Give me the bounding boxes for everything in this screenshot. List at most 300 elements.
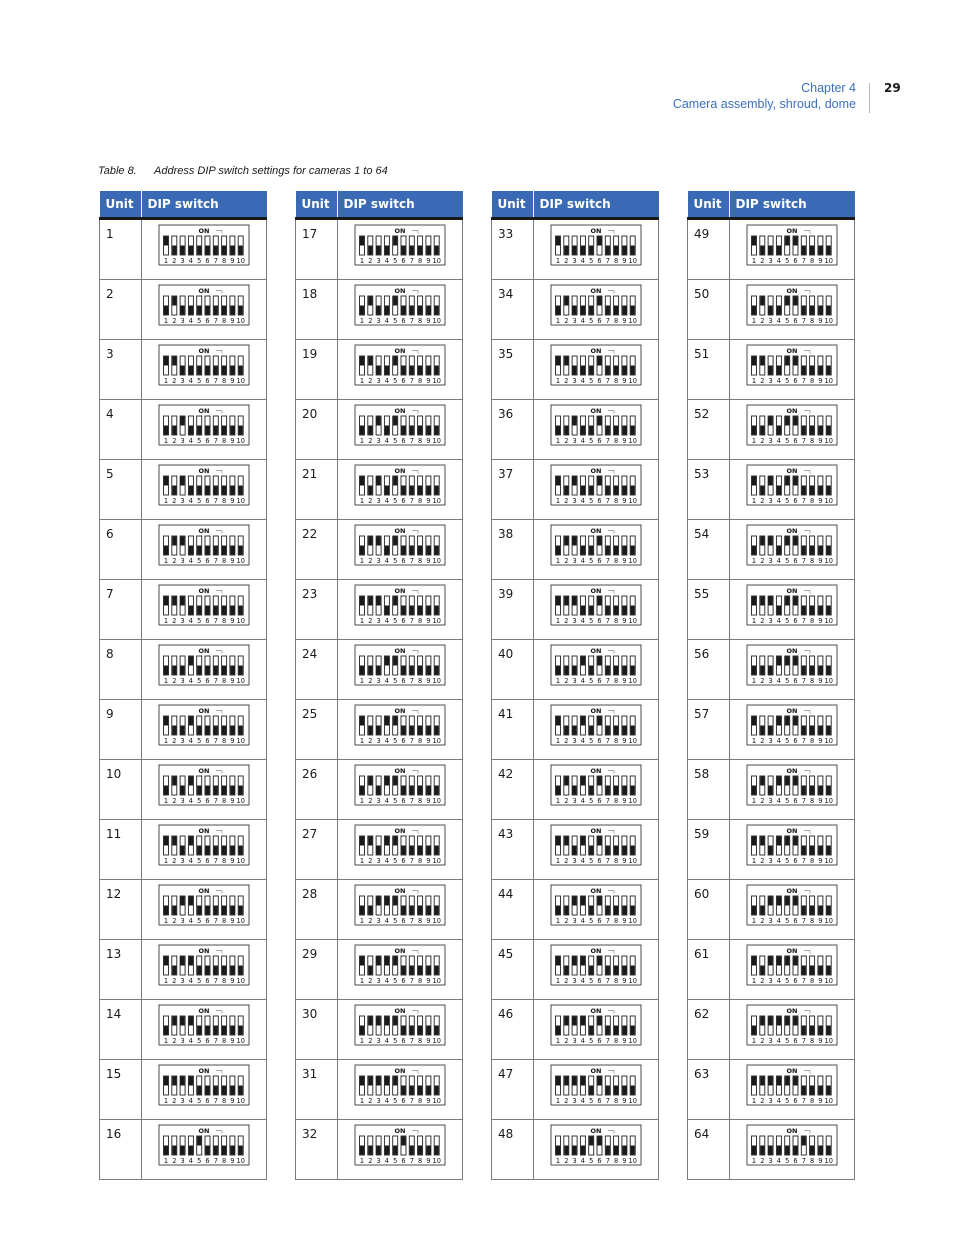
dip-switch-3-on	[768, 1016, 773, 1035]
switch-position-label: 10	[824, 917, 833, 925]
switch-position-label: 8	[221, 857, 226, 865]
dip-switch-5-off	[196, 476, 201, 495]
dip-switch-6-off	[793, 1136, 798, 1155]
unit-number: 17	[296, 219, 338, 280]
dip-switch-6-on	[793, 1016, 798, 1035]
dip-switch-3-on	[768, 476, 773, 495]
dip-switch-3-on	[376, 956, 381, 975]
switch-position-label: 2	[759, 857, 765, 865]
dip-switch-cell	[141, 340, 267, 400]
on-label: ON	[590, 1067, 602, 1075]
dip-switch-3-on	[376, 1016, 381, 1035]
switch-position-label: 6	[205, 317, 210, 325]
switch-position-label: 1	[555, 1157, 560, 1165]
dip-switch-6-off	[401, 836, 406, 855]
switch-position-label: 10	[236, 737, 245, 745]
table-row	[688, 1000, 855, 1060]
switch-position-label: 10	[628, 557, 637, 565]
dip-switch-1-on	[163, 956, 168, 975]
dip-switch-3-on	[768, 416, 773, 435]
switch-position-label: 3	[180, 977, 185, 985]
dip-switch-9-off	[230, 896, 235, 915]
dip-switch-4-on	[384, 836, 389, 855]
dip-switch-1-off	[163, 1136, 168, 1155]
switch-position-label: 5	[392, 257, 398, 265]
dip-switch-2-off	[564, 1136, 569, 1155]
switch-position-label: 7	[213, 1157, 218, 1165]
switch-position-label: 6	[401, 497, 406, 505]
switch-position-label: 3	[768, 1157, 773, 1165]
dip-switch-6-off	[205, 836, 210, 855]
switch-position-label: 2	[563, 857, 569, 865]
switch-position-label: 5	[392, 857, 398, 865]
unit-number: 5	[100, 460, 142, 520]
switch-position-label: 9	[230, 1157, 235, 1165]
switch-position-label: 5	[588, 497, 594, 505]
switch-position-label: 3	[768, 857, 773, 865]
switch-position-label: 1	[751, 257, 756, 265]
switch-position-label: 10	[432, 917, 441, 925]
switch-position-label: 7	[605, 677, 610, 685]
dip-switch-diagram	[158, 764, 250, 806]
dip-switch-4-on	[188, 776, 193, 795]
dip-switch-7-off	[409, 596, 414, 615]
switch-position-label: 1	[359, 617, 364, 625]
dip-switch-10-off	[826, 296, 831, 315]
dip-switch-10-off	[630, 956, 635, 975]
dip-switch-7-off	[213, 776, 218, 795]
switch-position-label: 9	[622, 1097, 627, 1105]
switch-position-label: 2	[367, 1097, 373, 1105]
dip-switch-5-off	[588, 896, 593, 915]
dip-switch-1-off	[751, 1016, 756, 1035]
switch-position-label: 6	[793, 557, 798, 565]
dip-switch-cell	[729, 880, 855, 940]
switch-position-label: 10	[432, 317, 441, 325]
switch-position-label: 2	[759, 1097, 765, 1105]
dip-switch-8-off	[221, 656, 226, 675]
dip-switch-10-off	[630, 596, 635, 615]
switch-position-label: 5	[784, 797, 790, 805]
switch-position-label: 10	[628, 977, 637, 985]
switch-position-label: 7	[213, 977, 218, 985]
switch-position-label: 9	[230, 437, 235, 445]
switch-position-label: 8	[417, 857, 422, 865]
dip-switch-2-off	[760, 956, 765, 975]
dip-switch-cell	[337, 760, 463, 820]
unit-number: 58	[688, 760, 730, 820]
table-row	[100, 340, 267, 400]
dip-switch-10-off	[238, 896, 243, 915]
dip-switch-3-off	[572, 296, 577, 315]
dip-switch-2-on	[172, 536, 177, 555]
switch-position-label: 8	[809, 677, 814, 685]
dip-switch-5-on	[392, 716, 397, 735]
dip-switch-diagram	[746, 1064, 838, 1106]
dip-switch-10-off	[238, 1136, 243, 1155]
dip-switch-4-on	[580, 1016, 585, 1035]
dip-switch-diagram	[354, 704, 446, 746]
dip-switch-2-off	[564, 896, 569, 915]
dip-switch-9-off	[426, 776, 431, 795]
dip-switch-8-off	[613, 896, 618, 915]
dip-switch-6-on	[597, 1016, 602, 1035]
dip-switch-4-off	[384, 536, 389, 555]
dip-switch-1-on	[751, 716, 756, 735]
dip-switch-9-off	[622, 1136, 627, 1155]
dip-switch-4-on	[188, 1016, 193, 1035]
switch-position-label: 6	[597, 857, 602, 865]
switch-position-label: 10	[236, 857, 245, 865]
switch-position-label: 4	[384, 497, 389, 505]
switch-position-label: 1	[359, 977, 364, 985]
dip-switch-6-off	[401, 896, 406, 915]
on-label: ON	[590, 587, 602, 595]
dip-switch-3-off	[376, 236, 381, 255]
dip-switch-3-on	[572, 896, 577, 915]
dip-switch-diagram	[550, 344, 642, 386]
switch-position-label: 2	[563, 1097, 569, 1105]
dip-switch-8-off	[613, 296, 618, 315]
switch-position-label: 5	[196, 437, 202, 445]
switch-position-label: 6	[401, 917, 406, 925]
dip-switch-7-off	[605, 836, 610, 855]
dip-switch-2-on	[368, 596, 373, 615]
switch-position-label: 10	[432, 1097, 441, 1105]
dip-switch-1-off	[751, 776, 756, 795]
switch-position-label: 3	[768, 557, 773, 565]
switch-position-label: 9	[230, 977, 235, 985]
switch-position-label: 8	[221, 617, 226, 625]
dip-switch-5-off	[196, 536, 201, 555]
dip-switch-5-off	[196, 956, 201, 975]
dip-switch-1-on	[359, 596, 364, 615]
unit-number: 9	[100, 700, 142, 760]
dip-switch-2-off	[172, 896, 177, 915]
switch-position-label: 5	[588, 1097, 594, 1105]
dip-switch-diagram	[746, 944, 838, 986]
dip-switch-6-off	[401, 656, 406, 675]
dip-switch-9-off	[230, 416, 235, 435]
dip-switch-cell	[141, 460, 267, 520]
switch-position-label: 2	[759, 797, 765, 805]
switch-position-label: 5	[588, 557, 594, 565]
switch-position-label: 7	[801, 617, 806, 625]
dip-switch-8-off	[613, 416, 618, 435]
switch-position-label: 10	[824, 437, 833, 445]
switch-position-label: 1	[359, 737, 364, 745]
dip-switch-7-off	[605, 596, 610, 615]
switch-position-label: 2	[171, 437, 177, 445]
dip-switch-4-off	[384, 1136, 389, 1155]
dip-switch-1-on	[555, 356, 560, 375]
switch-position-label: 3	[768, 737, 773, 745]
switch-position-label: 2	[563, 1037, 569, 1045]
on-label: ON	[590, 707, 602, 715]
dip-switch-2-off	[760, 236, 765, 255]
switch-position-label: 2	[367, 797, 373, 805]
table-row	[688, 1060, 855, 1120]
switch-position-label: 1	[359, 1037, 364, 1045]
switch-position-label: 2	[171, 857, 177, 865]
table-row	[688, 760, 855, 820]
dip-switch-cell	[533, 700, 659, 760]
dip-switch-6-on	[597, 416, 602, 435]
dip-switch-diagram	[746, 884, 838, 926]
dip-switch-8-off	[417, 536, 422, 555]
dip-switch-8-off	[221, 236, 226, 255]
switch-position-label: 9	[622, 677, 627, 685]
switch-position-label: 4	[580, 797, 585, 805]
dip-switch-diagram	[550, 1064, 642, 1106]
table-number: Table 8.	[98, 165, 137, 177]
switch-position-label: 4	[580, 617, 585, 625]
switch-position-label: 6	[597, 377, 602, 385]
dip-switch-diagram	[746, 284, 838, 326]
dip-switch-1-off	[359, 296, 364, 315]
switch-position-label: 8	[417, 557, 422, 565]
switch-position-label: 4	[384, 977, 389, 985]
switch-position-label: 1	[751, 437, 756, 445]
on-label: ON	[786, 347, 798, 355]
dip-switch-diagram	[550, 524, 642, 566]
dip-switch-6-on	[793, 956, 798, 975]
dip-switch-2-off	[172, 1136, 177, 1155]
switch-position-label: 3	[376, 1037, 381, 1045]
dip-switch-cell	[141, 1000, 267, 1060]
unit-number: 36	[492, 400, 534, 460]
switch-position-label: 9	[622, 737, 627, 745]
switch-position-label: 7	[801, 437, 806, 445]
switch-position-label: 2	[367, 317, 373, 325]
switch-position-label: 2	[367, 977, 373, 985]
dip-switch-9-off	[230, 476, 235, 495]
dip-switch-10-off	[630, 476, 635, 495]
dip-column-header: DIP switch	[533, 191, 659, 219]
switch-position-label: 2	[563, 677, 569, 685]
unit-number: 7	[100, 580, 142, 640]
switch-position-label: 8	[221, 377, 226, 385]
switch-position-label: 8	[613, 797, 618, 805]
unit-number: 44	[492, 880, 534, 940]
dip-switch-2-off	[368, 1136, 373, 1155]
dip-switch-1-off	[163, 656, 168, 675]
dip-switch-1-on	[751, 356, 756, 375]
table-row	[100, 820, 267, 880]
dip-switch-6-on	[793, 476, 798, 495]
switch-position-label: 6	[205, 257, 210, 265]
switch-position-label: 7	[605, 377, 610, 385]
table-row	[296, 940, 463, 1000]
dip-switch-7-off	[801, 656, 806, 675]
switch-position-label: 1	[751, 1037, 756, 1045]
dip-switch-1-on	[359, 836, 364, 855]
dip-switch-10-off	[630, 356, 635, 375]
dip-switch-diagram	[354, 284, 446, 326]
dip-switch-4-off	[776, 416, 781, 435]
switch-position-label: 1	[359, 917, 364, 925]
dip-switch-7-off	[605, 356, 610, 375]
dip-switch-4-on	[580, 656, 585, 675]
switch-position-label: 7	[409, 437, 414, 445]
dip-switch-5-on	[784, 1016, 789, 1035]
switch-position-label: 1	[163, 497, 168, 505]
switch-position-label: 2	[171, 497, 177, 505]
table-row	[100, 1000, 267, 1060]
switch-position-label: 4	[776, 317, 781, 325]
switch-position-label: 9	[622, 797, 627, 805]
dip-switch-4-on	[188, 1076, 193, 1095]
switch-position-label: 8	[221, 737, 226, 745]
switch-position-label: 9	[230, 857, 235, 865]
dip-switch-8-off	[221, 836, 226, 855]
switch-position-label: 4	[776, 497, 781, 505]
unit-number: 15	[100, 1060, 142, 1120]
switch-position-label: 5	[196, 557, 202, 565]
unit-number: 1	[100, 219, 142, 280]
dip-switch-10-off	[826, 236, 831, 255]
switch-position-label: 9	[426, 737, 431, 745]
dip-switch-diagram	[550, 584, 642, 626]
dip-switch-4-on	[384, 956, 389, 975]
dip-switch-cell	[141, 280, 267, 340]
table-row	[100, 520, 267, 580]
switch-position-label: 3	[376, 917, 381, 925]
switch-position-label: 6	[793, 1037, 798, 1045]
switch-position-label: 6	[205, 377, 210, 385]
dip-switch-7-off	[213, 356, 218, 375]
dip-switch-cell	[533, 1000, 659, 1060]
dip-switch-8-off	[417, 656, 422, 675]
dip-switch-6-off	[205, 1076, 210, 1095]
switch-position-label: 7	[801, 737, 806, 745]
dip-switch-5-off	[588, 776, 593, 795]
dip-switch-3-on	[376, 476, 381, 495]
dip-switch-4-off	[188, 536, 193, 555]
dip-switch-9-off	[426, 416, 431, 435]
switch-position-label: 7	[605, 977, 610, 985]
dip-switch-4-off	[580, 596, 585, 615]
switch-position-label: 1	[751, 617, 756, 625]
dip-switch-5-off	[588, 596, 593, 615]
switch-position-label: 7	[213, 677, 218, 685]
switch-position-label: 2	[171, 977, 177, 985]
dip-switch-2-on	[172, 296, 177, 315]
switch-position-label: 8	[613, 1037, 618, 1045]
switch-position-label: 2	[171, 1157, 177, 1165]
dip-switch-7-off	[213, 1136, 218, 1155]
unit-number: 53	[688, 460, 730, 520]
dip-switch-1-on	[163, 836, 168, 855]
switch-position-label: 1	[163, 617, 168, 625]
dip-switch-1-off	[163, 896, 168, 915]
switch-position-label: 10	[432, 1037, 441, 1045]
switch-position-label: 7	[409, 857, 414, 865]
dip-switch-9-off	[426, 476, 431, 495]
dip-switch-cell	[337, 940, 463, 1000]
dip-switch-7-off	[213, 716, 218, 735]
dip-switch-cell	[141, 700, 267, 760]
switch-position-label: 10	[628, 377, 637, 385]
table-row	[688, 219, 855, 280]
switch-position-label: 7	[409, 1097, 414, 1105]
dip-switch-9-off	[230, 536, 235, 555]
switch-position-label: 1	[163, 377, 168, 385]
switch-position-label: 8	[221, 977, 226, 985]
switch-position-label: 4	[384, 617, 389, 625]
dip-switch-2-off	[760, 656, 765, 675]
switch-position-label: 10	[824, 497, 833, 505]
switch-position-label: 6	[205, 1037, 210, 1045]
on-label: ON	[786, 1067, 798, 1075]
dip-switch-1-on	[555, 1076, 560, 1095]
on-label: ON	[198, 287, 210, 295]
dip-switch-3-off	[180, 356, 185, 375]
dip-switch-8-off	[613, 1016, 618, 1035]
dip-switch-1-on	[555, 956, 560, 975]
dip-switch-9-off	[622, 656, 627, 675]
dip-switch-7-off	[409, 776, 414, 795]
dip-switch-3-off	[376, 1136, 381, 1155]
dip-switch-3-off	[180, 1136, 185, 1155]
dip-switch-10-off	[238, 416, 243, 435]
dip-switch-3-off	[768, 716, 773, 735]
dip-switch-2-on	[564, 596, 569, 615]
dip-switch-1-off	[359, 776, 364, 795]
dip-switch-diagram	[550, 644, 642, 686]
dip-switch-8-off	[613, 1076, 618, 1095]
dip-switch-1-off	[359, 536, 364, 555]
dip-switch-3-off	[180, 656, 185, 675]
unit-column-header: Unit	[100, 191, 142, 219]
switch-position-label: 2	[759, 677, 765, 685]
dip-switch-8-off	[221, 596, 226, 615]
dip-switch-5-on	[784, 536, 789, 555]
dip-switch-7-off	[213, 1076, 218, 1095]
switch-position-label: 9	[818, 1157, 823, 1165]
dip-switch-7-off	[409, 536, 414, 555]
switch-position-label: 4	[188, 437, 193, 445]
switch-position-label: 3	[180, 737, 185, 745]
switch-position-label: 1	[751, 917, 756, 925]
switch-position-label: 3	[376, 257, 381, 265]
switch-position-label: 5	[196, 617, 202, 625]
dip-switch-1-on	[555, 716, 560, 735]
dip-switch-2-on	[760, 596, 765, 615]
switch-position-label: 6	[597, 557, 602, 565]
table-row	[296, 1060, 463, 1120]
dip-switch-7-off	[409, 896, 414, 915]
switch-position-label: 10	[824, 677, 833, 685]
switch-position-label: 4	[188, 617, 193, 625]
dip-switch-9-off	[818, 296, 823, 315]
switch-position-label: 3	[376, 617, 381, 625]
dip-switch-2-on	[368, 1076, 373, 1095]
switch-position-label: 8	[417, 1157, 422, 1165]
switch-position-label: 1	[359, 377, 364, 385]
unit-number: 56	[688, 640, 730, 700]
switch-position-label: 3	[572, 497, 577, 505]
dip-switch-3-on	[768, 1076, 773, 1095]
dip-switch-8-off	[809, 1136, 814, 1155]
switch-position-label: 7	[801, 497, 806, 505]
dip-switch-1-on	[555, 476, 560, 495]
on-label: ON	[590, 287, 602, 295]
dip-switch-diagram	[354, 644, 446, 686]
switch-position-label: 2	[563, 497, 569, 505]
table-row	[688, 340, 855, 400]
dip-switch-4-off	[580, 416, 585, 435]
